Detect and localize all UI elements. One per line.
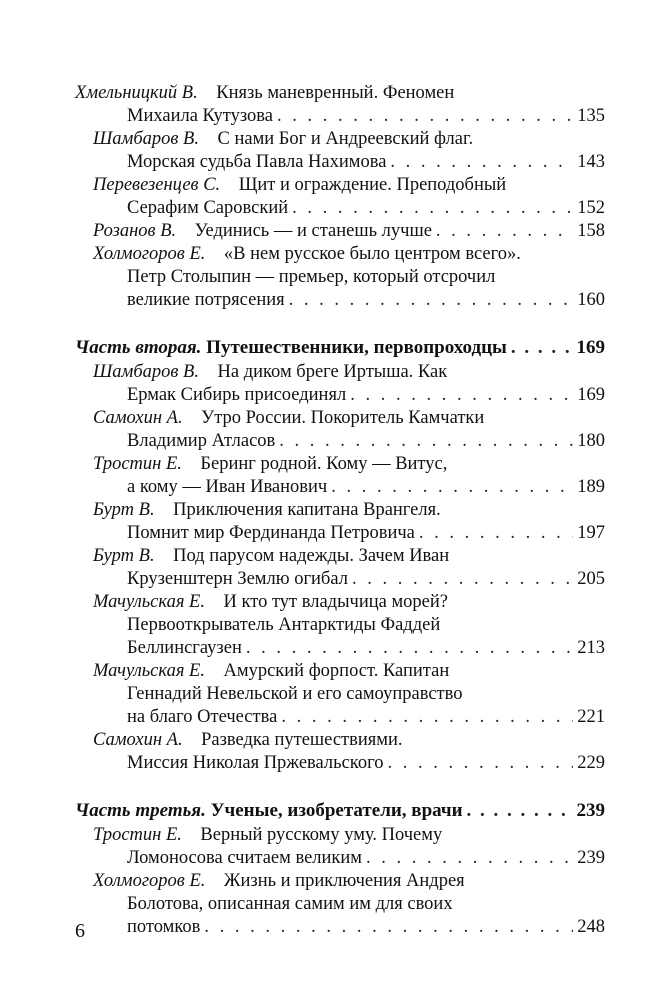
author-name: Бурт В. (93, 546, 155, 566)
author-name: Бурт В. (93, 500, 155, 520)
author-name: Мачульская Е. (93, 661, 205, 681)
table-of-contents (75, 82, 605, 939)
entry-title-line: Петр Столыпин — премьер, который отсрочил (127, 267, 496, 287)
entry-title-line: Щит и ограждение. Преподобный (238, 175, 507, 195)
entry-page-number: 158 (577, 221, 605, 241)
dot-leader (352, 568, 573, 591)
dot-leader (331, 476, 573, 499)
dot-leader (279, 430, 573, 453)
toc-entry-continuation (75, 151, 605, 174)
toc-entry-first-line (75, 545, 605, 568)
toc-entry-continuation (75, 522, 605, 545)
entry-title-line: Ермак Сибирь присоединял (127, 385, 347, 405)
toc-entry (75, 870, 605, 939)
toc-entry-continuation (75, 637, 605, 660)
toc-entry-continuation (75, 847, 605, 870)
toc-entry-continuation (75, 105, 605, 128)
entry-title-line: Болотова, описанная самим им для своих (127, 894, 453, 914)
author-name: Тростин Е. (93, 825, 182, 845)
dot-leader (350, 384, 573, 407)
dot-leader (387, 752, 573, 775)
entry-title-line: Жизнь и приключения Андрея (223, 871, 465, 891)
toc-entry-first-line (75, 660, 605, 683)
toc-entry-continuation (75, 916, 605, 939)
dot-leader (289, 289, 574, 312)
toc-entry-continuation (75, 266, 605, 289)
toc-entry (75, 545, 605, 591)
author-name: Розанов В. (93, 221, 177, 241)
toc-entry-first-line (75, 499, 605, 522)
entry-title-line: «В нем русское было центром всего». (223, 244, 521, 264)
author-name: Шамбаров В. (93, 362, 199, 382)
toc-entry (75, 407, 605, 453)
toc-entry-continuation (75, 568, 605, 591)
entry-page-number: 197 (577, 523, 605, 543)
toc-entry-continuation (75, 476, 605, 499)
entry-page-number: 205 (577, 569, 605, 589)
entry-page-number: 135 (577, 106, 605, 126)
author-name: Самохин А. (93, 730, 183, 750)
toc-entry (75, 499, 605, 545)
entry-title-line: С нами Бог и Андреевский флаг. (217, 129, 474, 149)
author-name: Холмогоров Е. (93, 871, 206, 891)
part-page-number: 169 (576, 337, 605, 358)
entry-page-number: 213 (577, 638, 605, 658)
toc-part-heading (75, 799, 605, 822)
entry-title-line: Беринг родной. Кому — Витус, (200, 454, 448, 474)
dot-leader (204, 916, 573, 939)
entry-title-line: Морская судьба Павла Нахимова (127, 152, 387, 172)
toc-entry (75, 243, 605, 312)
entry-title-line: Верный русскому уму. Почему (200, 825, 443, 845)
entry-title-line: Ломоносова считаем великим (127, 848, 363, 868)
entry-title-line: Уединись — и станешь лучше (194, 221, 432, 241)
toc-entry (75, 361, 605, 407)
toc-entry-first-line (75, 174, 605, 197)
entry-title-line: Князь маневренный. Феномен (216, 83, 455, 103)
entry-page-number: 169 (577, 385, 605, 405)
entry-title-line: а кому — Иван Иванович (127, 477, 328, 497)
author-name: Перевезенцев С. (93, 175, 221, 195)
author-name: Холмогоров Е. (93, 244, 206, 264)
part-title: Ученые, изобретатели, врачи (210, 800, 463, 821)
entry-page-number: 160 (577, 290, 605, 310)
toc-entry (75, 453, 605, 499)
entry-title-line: Под парусом надежды. Зачем Иван (173, 546, 450, 566)
entry-page-number: 248 (577, 917, 605, 937)
entry-title-line: Владимир Атласов (127, 431, 276, 451)
dot-leader (419, 522, 573, 545)
dot-leader (366, 847, 573, 870)
part-label: Часть третья. (75, 800, 206, 821)
toc-entry-continuation (75, 683, 605, 706)
toc-entry (75, 82, 605, 128)
toc-entry-continuation (75, 893, 605, 916)
entry-title-line: Первооткрыватель Антарктиды Фаддей (127, 615, 441, 635)
toc-entry (75, 729, 605, 775)
toc-entry-first-line (75, 591, 605, 614)
entry-page-number: 221 (577, 707, 605, 727)
entry-page-number: 239 (577, 848, 605, 868)
entry-page-number: 189 (577, 477, 605, 497)
toc-entry (75, 128, 605, 174)
toc-entry-first-line (75, 361, 605, 384)
entry-title-line: На диком бреге Иртыша. Как (217, 362, 448, 382)
dot-leader (467, 799, 573, 822)
toc-entry-first-line (75, 729, 605, 752)
dot-leader (292, 197, 573, 220)
page-number: 6 (75, 920, 85, 942)
toc-entry-first-line (75, 870, 605, 893)
entry-title-line: Миссия Николая Пржевальского (127, 753, 384, 773)
entry-title-line: на благо Отечества (127, 707, 278, 727)
entry-page-number: 180 (577, 431, 605, 451)
entry-title-line: Крузенштерн Землю огибал (127, 569, 348, 589)
part-title: Путешественники, первопроходцы (206, 337, 507, 358)
author-name: Хмельницкий В. (75, 83, 198, 103)
toc-entry-continuation (75, 752, 605, 775)
entry-page-number: 152 (577, 198, 605, 218)
toc-entry-continuation (75, 430, 605, 453)
toc-entry-continuation (75, 289, 605, 312)
entry-page-number: 143 (577, 152, 605, 172)
dot-leader (390, 151, 573, 174)
part-page-number: 239 (576, 800, 605, 821)
toc-entry-first-line (75, 82, 605, 105)
entry-title-line: Беллинсгаузен (127, 638, 242, 658)
dot-leader (281, 706, 573, 729)
entry-title-line: Геннадий Невельской и его самоуправство (127, 684, 463, 704)
part-label: Часть вторая. (75, 337, 202, 358)
entry-page-number: 229 (577, 753, 605, 773)
entry-title-line: потомков (127, 917, 201, 937)
entry-title-line: великие потрясения (127, 290, 285, 310)
dot-leader (511, 336, 573, 359)
dot-leader (277, 105, 573, 128)
toc-entry-first-line (75, 453, 605, 476)
toc-entry (75, 220, 605, 243)
author-name: Мачульская Е. (93, 592, 205, 612)
entry-title-line: Приключения капитана Врангеля. (173, 500, 441, 520)
entry-title-line: Помнит мир Фердинанда Петровича (127, 523, 415, 543)
toc-entry (75, 591, 605, 660)
toc-part-heading (75, 336, 605, 359)
entry-title-line: Михаила Кутузова (127, 106, 273, 126)
toc-entry-continuation (75, 614, 605, 637)
author-name: Самохин А. (93, 408, 183, 428)
entry-title-line: И кто тут владычица морей? (223, 592, 448, 612)
author-name: Тростин Е. (93, 454, 182, 474)
dot-leader (436, 220, 573, 243)
toc-entry (75, 824, 605, 870)
toc-entry-first-line (75, 407, 605, 430)
toc-entry-continuation (75, 384, 605, 407)
entry-title-line: Амурский форпост. Капитан (223, 661, 450, 681)
toc-entry-first-line (75, 128, 605, 151)
toc-entry (75, 660, 605, 729)
toc-entry-first-line (75, 220, 605, 243)
dot-leader (246, 637, 573, 660)
entry-title-line: Серафим Саровский (127, 198, 289, 218)
author-name: Шамбаров В. (93, 129, 199, 149)
toc-entry-continuation (75, 706, 605, 729)
toc-entry (75, 174, 605, 220)
toc-entry-first-line (75, 243, 605, 266)
entry-title-line: Утро России. Покоритель Камчатки (201, 408, 485, 428)
toc-entry-continuation (75, 197, 605, 220)
entry-title-line: Разведка путешествиями. (201, 730, 403, 750)
toc-entry-first-line (75, 824, 605, 847)
